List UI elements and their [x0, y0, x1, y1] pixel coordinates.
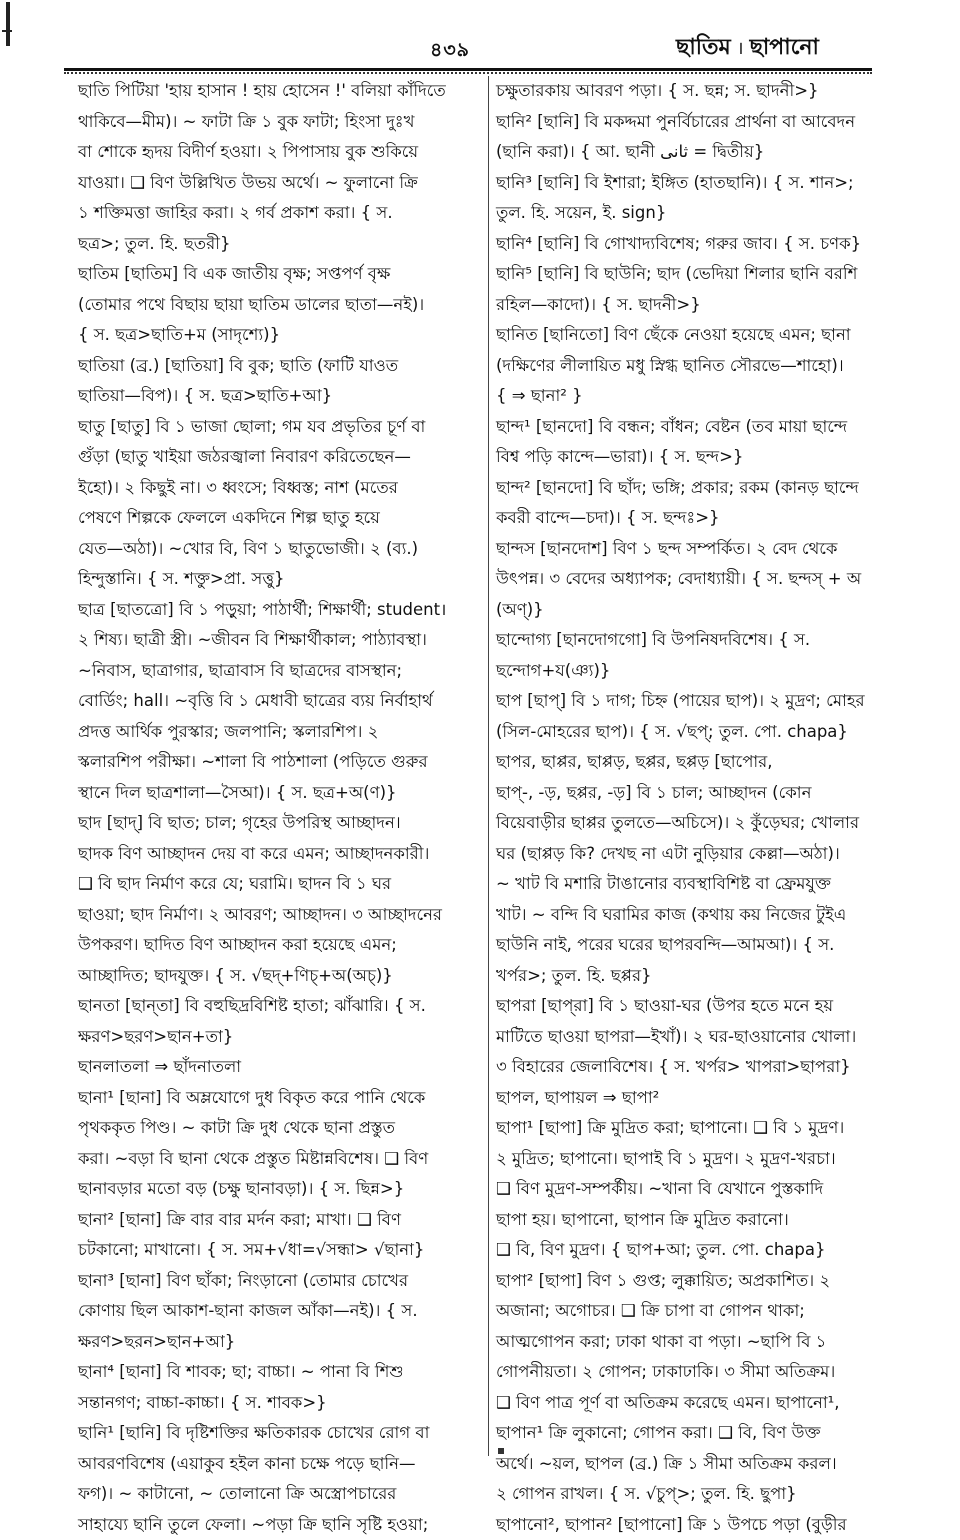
text-line: ক্ষরণ>ছরন>ছান+আ} — [78, 1327, 482, 1358]
entry-line: ছাপরা [ছাপ্‌রা] বি ১ ছাওয়া-ঘর (উপর হতে মনে হয় — [496, 991, 890, 1022]
text-line: অর্থে। ~য়ল, ছাপল (ব্র.) ক্রি ১ সীমা অতিক্রম করল। — [496, 1449, 890, 1480]
text-line: ছাপ্-, -ড়, ছপ্পর, -ড়] বি ১ চাল; আচ্ছাদন (কোন — [496, 778, 890, 809]
text-line: আবরণবিশেষ (এয়াকুব হইল কানা চক্ষে পড়ে ছানি— — [78, 1449, 482, 1480]
text-line: ছত্র>; তুল. হি. ছতরী} — [78, 229, 482, 260]
left-edge-tick — [2, 30, 12, 32]
text-line: ২ শিষ্য। ছাত্রী স্ত্রী। ~জীবন বি শিক্ষার্থীকাল; পাঠ্যাবস্থা। — [78, 625, 482, 656]
entry-line: ছাতিয়া (ব্র.) [ছাতিয়া] বি বুক; ছাতি (ফাটি যাওত — [78, 351, 482, 382]
entry-line: ছানি² [ছানি] বি মকদ্দমা পুনর্বিচারের প্রার্থনা বা আবেদন — [496, 107, 890, 138]
entry-line: ছাপ [ছাপ্] বি ১ দাগ; চিহ্ন (পায়ের ছাপ)। ২ মুদ্রণ; মোহর — [496, 686, 890, 717]
entry-line: ছাপানো², ছাপান² [ছাপানো] ক্রি ১ উপচে পড়া (বুড়ীর — [496, 1510, 890, 1540]
text-line: গুঁড়া (ছাতু খাইয়া জঠরজ্বালা নিবারণ করিতেছেন— — [78, 442, 482, 473]
text-line: যেত—অঠা)। ~খোর বি, বিণ ১ ছাতুভোজী। ২ (ব্য.) — [78, 534, 482, 565]
text-line: স্কলারশিপ পরীক্ষা। ~শালা বি পাঠশালা (পড়িতে গুরুর — [78, 747, 482, 778]
entry-line: ছাত্র [ছাতত্রো] বি ১ পড়ুয়া; পাঠার্থী; শিক্ষার্থী; student। — [78, 595, 482, 626]
text-line: ছাদক বিণ আচ্ছাদন দেয় বা করে এমন; আচ্ছাদনকারী। — [78, 839, 482, 870]
text-line: পৃথককৃত পিণ্ড। ~ কাটা ক্রি দুধ থেকে ছানা প্রস্তুত — [78, 1113, 482, 1144]
text-line: ছন্দোগ+য(ঞ্য)} — [496, 656, 890, 687]
text-line: খাট। ~ বন্দি বি ঘরামির কাজ (কথায় কয় নিজের টুইএ — [496, 900, 890, 931]
text-line: ফগ)। ~ কাটানো, ~ তোলানো ক্রি অস্ত্রোপচারের — [78, 1479, 482, 1510]
column-divider — [488, 76, 489, 1456]
entry-line: ছান্দস [ছানদোশ] বিণ ১ ছন্দ সম্পর্কিত। ২ বেদ থেকে — [496, 534, 890, 565]
text-line: ইহো)। ২ কিছুই না। ৩ ধ্বংসে; বিধ্বস্ত; নাশ (মতের — [78, 473, 482, 504]
guide-word-first: ছাতিম — [676, 35, 731, 60]
text-line: যাওয়া। ❑ বিণ উল্লিখিত উভয় অর্থে। ~ ফুলানো ক্রি — [78, 168, 482, 199]
entry-line: ছানা¹ [ছানা] বি অম্লযোগে দুধ বিকৃত করে পানি থেকে — [78, 1083, 482, 1114]
text-line: রহিল—কাদো)। { স. ছাদনী>} — [496, 290, 890, 321]
text-line: ২ গোপন রাখল। { স. √চুপ্>; তুল. হি. ছুপা} — [496, 1479, 890, 1510]
text-line: ক্ষরণ>ছরণ>ছান+তা} — [78, 1022, 482, 1053]
text-line: (অণ্)} — [496, 595, 890, 626]
text-line: কবরী বান্দে—চদা)। { স. ছন্দঃ>} — [496, 503, 890, 534]
entry-line: ছানি⁴ [ছানি] বি গোখাদ্যবিশেষ; গরুর জাব। { স. চণক} — [496, 229, 890, 260]
text-line: ❑ বিণ মুদ্রণ-সম্পর্কীয়। ~খানা বি যেখানে পুস্তকাদি — [496, 1174, 890, 1205]
text-line: বোর্ডিং; hall। ~বৃত্তি বি ১ মেধাবী ছাত্রের ব্যয় নির্বাহার্থ — [78, 686, 482, 717]
text-line: ছাউনি নাই, পরের ঘরের ছাপরবন্দি—আমআ)। { স. — [496, 930, 890, 961]
text-line: তুল. হি. সয়েন, ই. sign} — [496, 198, 890, 229]
entry-line: ছানা⁴ [ছানা] বি শাবক; ছা; বাচ্চা। ~ পানা বি শিশু — [78, 1357, 482, 1388]
text-line: পেষণে শিল্পকে ফেললে একদিনে শিল্প ছাতু হয়ে — [78, 503, 482, 534]
bottom-mark — [498, 1448, 504, 1454]
entry-line: ছানিত [ছানিতো] বিণ ছেঁকে নেওয়া হয়েছে এমন; ছানা — [496, 320, 890, 351]
entry-line: ছান্দ¹ [ছানদো] বি বন্ধন; বাঁধন; বেষ্টন (তব মায়া ছান্দে — [496, 412, 890, 443]
text-line: { ⇒ ছানা² } — [496, 381, 890, 412]
entry-line: ছানতা [ছান্‌তা] বি বহুছিদ্রবিশিষ্ট হাতা; ঝাঁঝারি। { স. — [78, 991, 482, 1022]
guide-separator: । — [737, 38, 744, 59]
entry-line: ছাপল, ছাপায়ল ⇒ ছাপা² — [496, 1083, 890, 1114]
entry-line: ছাপা¹ [ছাপা] ক্রি মুদ্রিত করা; ছাপানো। ❑ বি ১ মুদ্রণ। — [496, 1113, 890, 1144]
text-line: থাকিবে—মীম)। ~ ফাটা ক্রি ১ বুক ফাটা; হিংসা দুঃখ — [78, 107, 482, 138]
entry-line: ছান্দ² [ছানদো] বি ছাঁদ; ভঙ্গি; প্রকার; রকম (কানড় ছান্দে — [496, 473, 890, 504]
text-line: ~ খাট বি মশারি টাঙানোর ব্যবস্থাবিশিষ্ট বা ফ্রেমযুক্ত — [496, 869, 890, 900]
text-line: ছাতি পিটিয়া 'হায় হাসান ! হায় হোসেন !' বলিয়া কাঁদিতে — [78, 76, 482, 107]
text-line: ২ মুদ্রিত; ছাপানো। ছাপাই বি ১ মুদ্রণ। ২ মুদ্রণ-খরচা। — [496, 1144, 890, 1175]
entry-line: ছাদ [ছাদ্] বি ছাত; চাল; গৃহের উপরিস্থ আচ্ছাদন। — [78, 808, 482, 839]
text-line: বিয়েবাড়ীর ছাপ্পর তুলতে—অচিসে)। ২ কুঁড়েঘর; খোলার — [496, 808, 890, 839]
text-line: সন্তানগণ; বাচ্চা-কাচ্চা। { স. শাবক>} — [78, 1388, 482, 1419]
guide-word-last: ছাপানো — [750, 35, 819, 60]
entry-line: ছানা³ [ছানা] বিণ ছাঁকা; নিংড়ানো (তোমার চোখের — [78, 1266, 482, 1297]
entry-line: ছানি¹ [ছানি] বি দৃষ্টিশক্তির ক্ষতিকারক চোখের রোগ বা — [78, 1418, 482, 1449]
text-line: করা। ~বড়া বি ছানা থেকে প্রস্তুত মিষ্টান্নবিশেষ। ❑ বিণ — [78, 1144, 482, 1175]
left-edge-mark — [6, 2, 10, 46]
text-line: (ছানি করা)। { আ. ছানী ثانى = দ্বিতীয়} — [496, 137, 890, 168]
text-line: আত্মগোপন করা; ঢাকা থাকা বা পড়া। ~ছাপি বি ১ — [496, 1327, 890, 1358]
entry-line: ছাপর, ছাপ্পর, ছাপ্পড়, ছপ্পর, ছপ্পড় [ছাপোর, — [496, 747, 890, 778]
text-line: খর্পর>; তুল. হি. ছপ্পর} — [496, 961, 890, 992]
text-line: কোণায় ছিল আকাশ-ছানা কাজল আঁকা—নই)। { স. — [78, 1296, 482, 1327]
text-line: উপকরণ। ছাদিত বিণ আচ্ছাদন করা হয়েছে এমন; — [78, 930, 482, 961]
text-line: প্রদত্ত আর্থিক পুরস্কার; জলপানি; স্কলারশিপ। ২ — [78, 717, 482, 748]
text-line: ছাওয়া; ছাদ নির্মাণ। ২ আবরণ; আচ্ছাদন। ৩ আচ্ছাদনের — [78, 900, 482, 931]
text-line: বা শোকে হৃদয় বিদীর্ণ হওয়া। ২ পিপাসায় বুক শুকিয়ে — [78, 137, 482, 168]
text-line: ছাপান¹ ক্রি লুকানো; গোপন করা। ❑ বি, বিণ উক্ত — [496, 1418, 890, 1449]
text-line: ❑ বি ছাদ নির্মাণ করে যে; ঘরামি। ছাদন বি ১ ঘর — [78, 869, 482, 900]
text-line: চক্ষুতারকায় আবরণ পড়া। { স. ছন্ন; স. ছাদনী>} — [496, 76, 890, 107]
text-line: সাহায্যে ছানি তুলে ফেলা। ~পড়া ক্রি ছানি সৃষ্টি হওয়া; — [78, 1510, 482, 1540]
text-line: ছানাবড়ার মতো বড় (চক্ষু ছানাবড়া)। { স. ছিন্ন>} — [78, 1174, 482, 1205]
text-line: (সিল-মোহরের ছাপ)। { স. √ছপ্; তুল. পো. chapa} — [496, 717, 890, 748]
text-line: ❑ বিণ পাত্র পূর্ণ বা অতিক্রম করেছে এমন। ছাপানো¹, — [496, 1388, 890, 1419]
text-line: ছাতিয়া—বিপ)। { স. ছত্র>ছাতি+আ} — [78, 381, 482, 412]
entry-line: ছানলাতলা ⇒ ছাঁদনাতলা — [78, 1052, 482, 1083]
text-line: চটকানো; মাখানো। { স. সম+√ধা=√সন্ধা> √ছানা} — [78, 1235, 482, 1266]
text-line: বিশ্ব পড়ি কান্দে—ভারা)। { স. ছন্দ>} — [496, 442, 890, 473]
text-line: ঘর (ছাপ্পড় কি? দেখছ না এটা নুড়িয়ার কেল্লা—অঠা)। — [496, 839, 890, 870]
text-line: ১ শক্তিমত্তা জাহির করা। ২ গর্ব প্রকাশ করা। { স. — [78, 198, 482, 229]
entry-line: ছান্দোগ্য [ছানদোগগো] বি উপনিষদবিশেষ। { স. — [496, 625, 890, 656]
entry-line: ছাপা² [ছাপা] বিণ ১ গুপ্ত; লুক্কায়িত; অপ্রকাশিত। ২ — [496, 1266, 890, 1297]
entry-line: ছানি⁵ [ছানি] বি ছাউনি; ছাদ (ভেদিয়া শিলার ছানি বরশি — [496, 259, 890, 290]
entry-line: ছানি³ [ছানি] বি ইশারা; ইঙ্গিত (হাতছানি)। { স. শান>; — [496, 168, 890, 199]
text-line: আচ্ছাদিত; ছাদযুক্ত। { স. √ছদ্+ণিচ্+অ(অচ্)} — [78, 961, 482, 992]
entry-line: ছাতিম [ছাতিম] বি এক জাতীয় বৃক্ষ; সপ্তপর্ণ বৃক্ষ — [78, 259, 482, 290]
text-line: (তোমার পথে বিছায় ছায়া ছাতিম ডালের ছাতা—নই)। — [78, 290, 482, 321]
text-line: হিন্দুস্তানি। { স. শক্তু>প্রা. সত্তু} — [78, 564, 482, 595]
page-number: ৪৩৯ — [430, 36, 470, 68]
text-line: ~নিবাস, ছাত্রাগার, ছাত্রাবাস বি ছাত্রদের বাসস্থান; — [78, 656, 482, 687]
text-line: উৎপন্ন। ৩ বেদের অধ্যাপক; বেদাধ্যায়ী। { স. ছন্দস্ + অ — [496, 564, 890, 595]
right-column — [496, 76, 890, 1473]
header-rule — [64, 68, 872, 71]
text-line: ৩ বিহারের জেলাবিশেষ। { স. খর্পর> খাপরা>ছাপরা} — [496, 1052, 890, 1083]
text-line: স্থানে দিল ছাত্রশালা—সৈআ)। { স. ছত্র+অ(ণ)} — [78, 778, 482, 809]
running-head — [676, 30, 819, 67]
text-line: গোপনীয়তা। ২ গোপন; ঢাকাঢাকি। ৩ সীমা অতিক্রম। — [496, 1357, 890, 1388]
entry-line: ছানা² [ছানা] ক্রি বার বার মর্দন করা; মাখা। ❑ বিণ — [78, 1205, 482, 1236]
text-line: { স. ছত্র>ছাতি+ম (সাদৃশ্যে)} — [78, 320, 482, 351]
text-line: ❑ বি, বিণ মুদ্রণ। { ছাপ+আ; তুল. পো. chapa} — [496, 1235, 890, 1266]
text-line: ছাপা হয়। ছাপানো, ছাপান ক্রি মুদ্রিত করানো। — [496, 1205, 890, 1236]
entry-line: ছাতু [ছাতু] বি ১ ভাজা ছোলা; গম যব প্রভৃতির চূর্ণ বা — [78, 412, 482, 443]
left-column — [78, 76, 482, 1473]
text-line: (দক্ষিণের লীলায়িত মধু স্নিগ্ধ ছানিত সৌরভে—শাহো)। — [496, 351, 890, 382]
text-line: মাটিতে ছাওয়া ছাপরা—ইখাঁ)। ২ ঘর-ছাওয়ানোর খোলা। — [496, 1022, 890, 1053]
text-line: অজানা; অগোচর। ❑ ক্রি চাপা বা গোপন থাকা; — [496, 1296, 890, 1327]
